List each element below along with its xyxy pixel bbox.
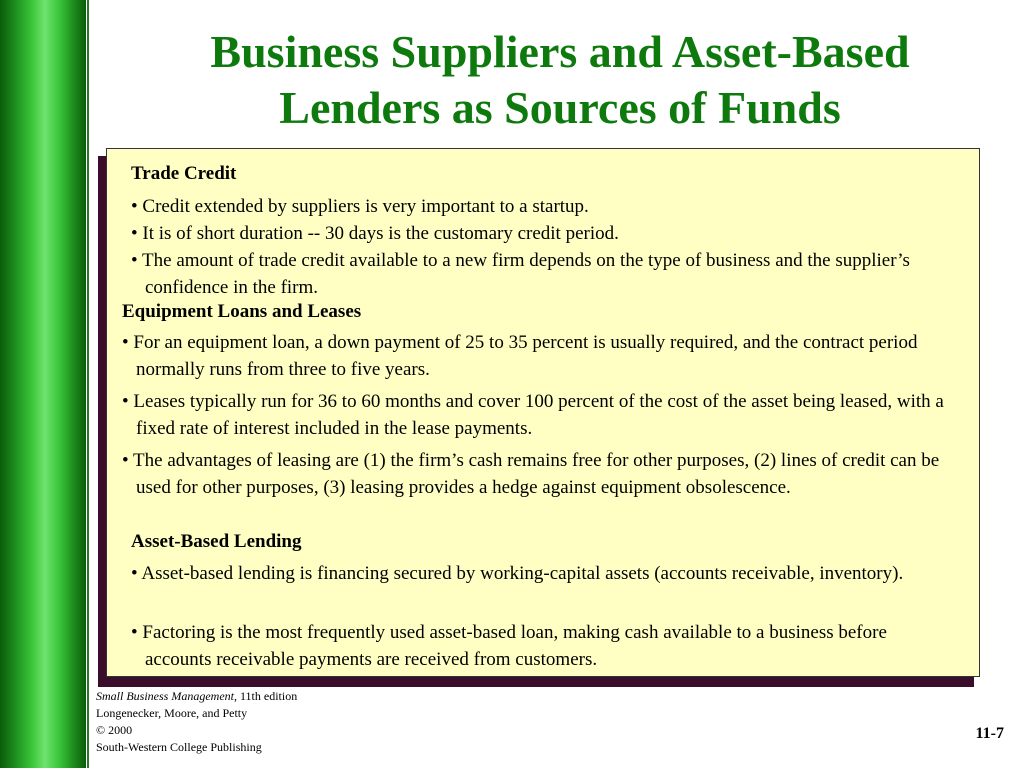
slide-title — [120, 24, 1000, 136]
footer-copyright: © 2000 — [96, 723, 133, 737]
trade-credit-bullet-2: • It is of short duration -- 30 days is the customary credit period. — [131, 223, 619, 244]
asset-based-heading: Asset-Based Lending — [131, 531, 302, 552]
footer-edition: , 11th edition — [233, 689, 298, 703]
page-number: 11-7 — [975, 725, 1004, 742]
footer-citation — [96, 688, 297, 756]
trade-credit-bullet-1: • Credit extended by suppliers is very important to a startup. — [131, 196, 589, 217]
footer-authors: Longenecker, Moore, and Petty — [96, 706, 248, 720]
trade-credit-heading: Trade Credit — [131, 163, 237, 184]
equipment-bullet-2: • Leases typically run for 36 to 60 months and cover 100 percent of the cost of the asset being leased, with a fixed rate of interest included in the lease payments. — [122, 391, 944, 439]
green-sidebar-bar — [0, 0, 86, 768]
content-box — [106, 148, 980, 677]
sidebar-divider — [87, 0, 89, 768]
equipment-bullet-3: • The advantages of leasing are (1) the firm’s cash remains free for other purposes, (2) lines of credit can be used for other purposes, (3) leasing provides a hedge against equipment obsolescence. — [122, 450, 940, 498]
equipment-bullet-1: • For an equipment loan, a down payment of 25 to 35 percent is usually required, and the contract period normally runs from three to five years. — [122, 332, 918, 380]
slide-title-line-2: Lenders as Sources of Funds — [279, 82, 841, 133]
trade-credit-bullet-3: • The amount of trade credit available to a new firm depends on the type of business and the supplier’s confidence in the firm. — [131, 250, 910, 298]
asset-based-bullet-1: • Asset-based lending is financing secured by working-capital assets (accounts receivable, inventory). — [131, 563, 904, 584]
footer-book-line — [96, 688, 297, 705]
equipment-heading: Equipment Loans and Leases — [122, 301, 362, 322]
footer-book-title: Small Business Management — [96, 689, 234, 703]
slide-title-line-1: Business Suppliers and Asset-Based — [210, 26, 910, 77]
footer-publisher: South-Western College Publishing — [96, 740, 262, 754]
asset-based-bullet-2: • Factoring is the most frequently used asset-based loan, making cash available to a business before accounts receivable payments are received from customers. — [131, 622, 887, 670]
